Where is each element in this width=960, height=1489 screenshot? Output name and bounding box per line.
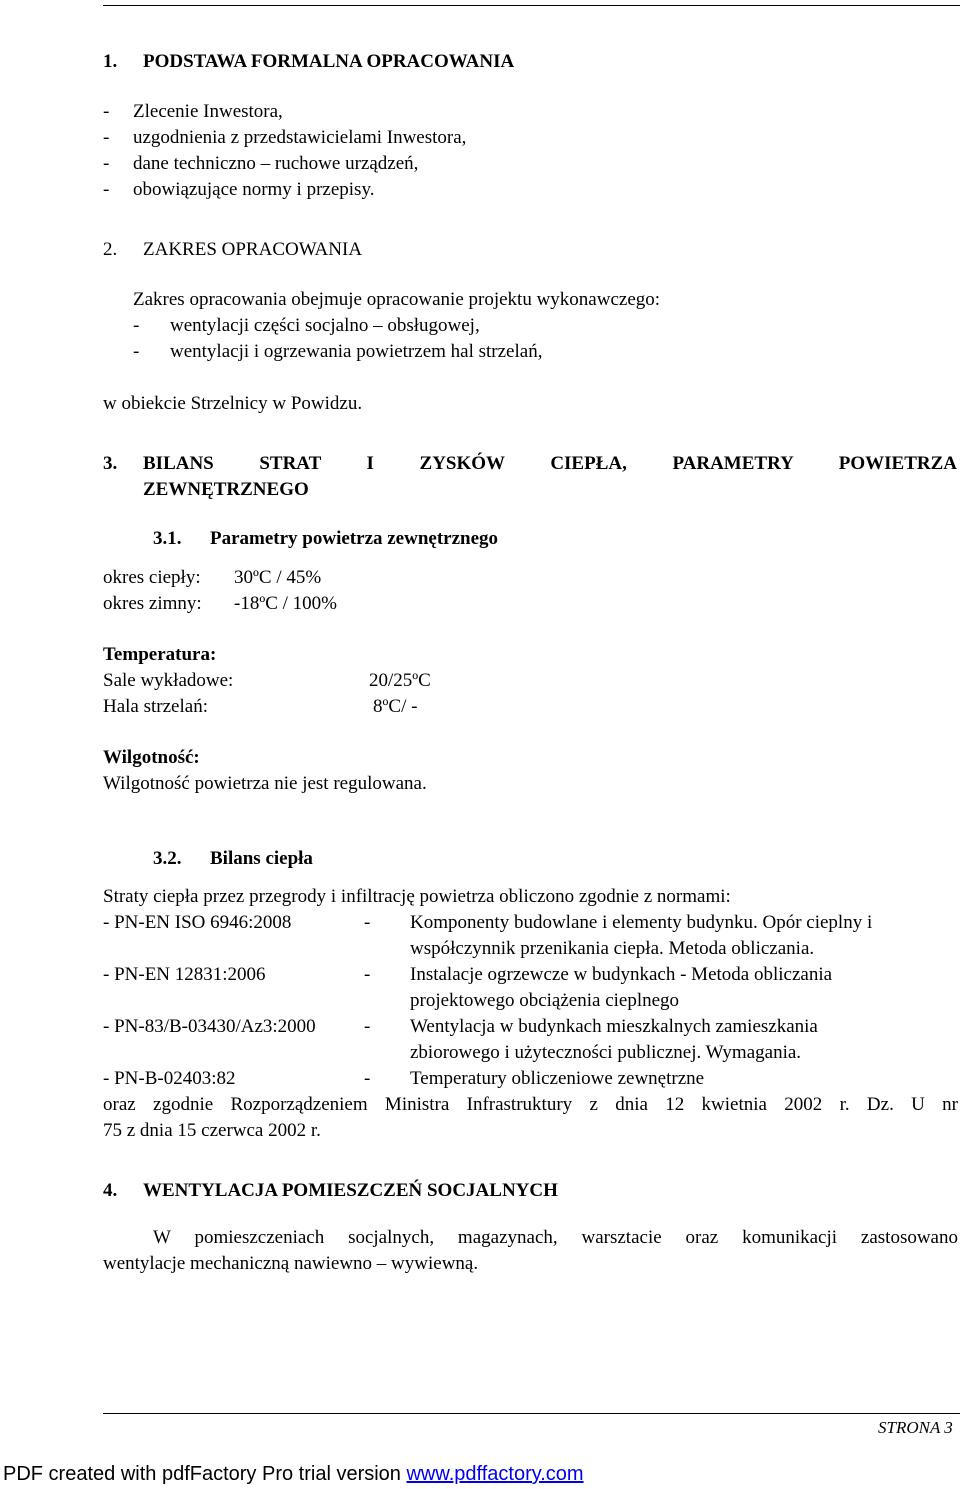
norm-desc: Instalacje ogrzewcze w budynkach - Metoda obliczania — [410, 964, 833, 985]
subsection-3-1-number: 3.1. — [153, 528, 182, 549]
norm-code: - PN-EN 12831:2006 — [103, 964, 266, 985]
param-value: 30ºC / 45% — [234, 567, 322, 588]
list-item: uzgodnienia z przedstawicielami Inwestora, — [133, 127, 467, 148]
norms-intro: Straty ciepła przez przegrody i infiltrację powietrza obliczono zgodnie z normami: — [103, 886, 731, 907]
param-value: -18ºC / 100% — [234, 593, 337, 614]
norm-dash: - — [364, 1016, 371, 1037]
norm-code: - PN-83/B-03430/Az3:2000 — [103, 1016, 316, 1037]
list-item: Zlecenie Inwestora, — [133, 101, 283, 122]
list-item-dash: - — [103, 153, 110, 174]
list-item-dash: - — [103, 101, 110, 122]
section-2-intro: Zakres opracowania obejmuje opracowanie projektu wykonawczego: — [133, 289, 661, 310]
param-label: okres zimny: — [103, 593, 202, 614]
temperature-label: Hala strzelań: — [103, 696, 208, 717]
section-2-title: ZAKRES OPRACOWANIA — [143, 239, 363, 260]
section-2-number: 2. — [103, 239, 118, 260]
norm-desc: Wentylacja w budynkach mieszkalnych zamieszkania — [410, 1016, 818, 1037]
humidity-heading: Wilgotność: — [103, 747, 200, 768]
humidity-text: Wilgotność powietrza nie jest regulowana. — [103, 773, 427, 794]
temperature-value: 20/25ºC — [369, 670, 431, 691]
section-1-number: 1. — [103, 51, 118, 72]
section-4-paragraph-line1: W pomieszczeniach socjalnych, magazynach, warsztacie oraz komunikacji zastosowano — [153, 1227, 958, 1248]
norm-desc: projektowego obciążenia cieplnego — [410, 990, 680, 1011]
temperature-value: 8ºC/ - — [373, 696, 418, 717]
list-item: dane techniczno – ruchowe urządzeń, — [133, 153, 419, 174]
norm-code: - PN-B-02403:82 — [103, 1068, 236, 1089]
header-rule — [103, 5, 960, 6]
section-4-title: WENTYLACJA POMIESZCZEŃ SOCJALNYCH — [143, 1180, 558, 1201]
section-3-title-line2: ZEWNĘTRZNEGO — [143, 479, 309, 500]
section-1-title: PODSTAWA FORMALNA OPRACOWANIA — [143, 51, 515, 72]
section-3-number: 3. — [103, 453, 118, 474]
section-3-title-line1: BILANS STRAT I ZYSKÓW CIEPŁA, PARAMETRY POWIETRZA — [143, 453, 957, 474]
footer-rule — [103, 1413, 960, 1414]
subsection-3-1-title: Parametry powietrza zewnętrznego — [210, 528, 499, 549]
temperature-label: Sale wykładowe: — [103, 670, 234, 691]
norms-outro-line1: oraz zgodnie Rozporządzeniem Ministra Infrastruktury z dnia 12 kwietnia 2002 r. Dz. U nr — [103, 1094, 958, 1115]
norm-dash: - — [364, 964, 371, 985]
list-item: wentylacji części socjalno – obsługowej, — [170, 315, 480, 336]
list-item-dash: - — [103, 179, 110, 200]
subsection-3-2-number: 3.2. — [153, 848, 182, 869]
norms-outro-line2: 75 z dnia 15 czerwca 2002 r. — [103, 1120, 321, 1141]
pdf-footer — [3, 1462, 584, 1486]
temperature-heading: Temperatura: — [103, 644, 217, 665]
section-4-paragraph-line2: wentylacje mechaniczną nawiewno – wywiewną. — [103, 1253, 479, 1274]
section-4-number: 4. — [103, 1180, 118, 1201]
norm-code: - PN-EN ISO 6946:2008 — [103, 912, 292, 933]
section-2-outro: w obiekcie Strzelnicy w Powidzu. — [103, 393, 363, 414]
subsection-3-2-title: Bilans ciepła — [210, 848, 313, 869]
norm-desc: zbiorowego i użyteczności publicznej. Wymagania. — [410, 1042, 802, 1063]
norm-dash: - — [364, 912, 371, 933]
list-item: wentylacji i ogrzewania powietrzem hal strzelań, — [170, 341, 543, 362]
norm-desc: współczynnik przenikania ciepła. Metoda obliczania. — [410, 938, 815, 959]
pdf-footer-text: PDF created with pdfFactory Pro trial version — [3, 1463, 407, 1485]
list-item-dash: - — [103, 127, 110, 148]
page-label: STRONA 3 — [878, 1418, 953, 1437]
norm-desc: Komponenty budowlane i elementy budynku. Opór cieplny i — [410, 912, 873, 933]
param-label: okres ciepły: — [103, 567, 201, 588]
list-item-dash: - — [133, 341, 140, 362]
norm-desc: Temperatury obliczeniowe zewnętrzne — [410, 1068, 705, 1089]
pdf-footer-link[interactable]: www.pdffactory.com — [406, 1463, 584, 1485]
norm-dash: - — [364, 1068, 371, 1089]
list-item: obowiązujące normy i przepisy. — [133, 179, 375, 200]
list-item-dash: - — [133, 315, 140, 336]
